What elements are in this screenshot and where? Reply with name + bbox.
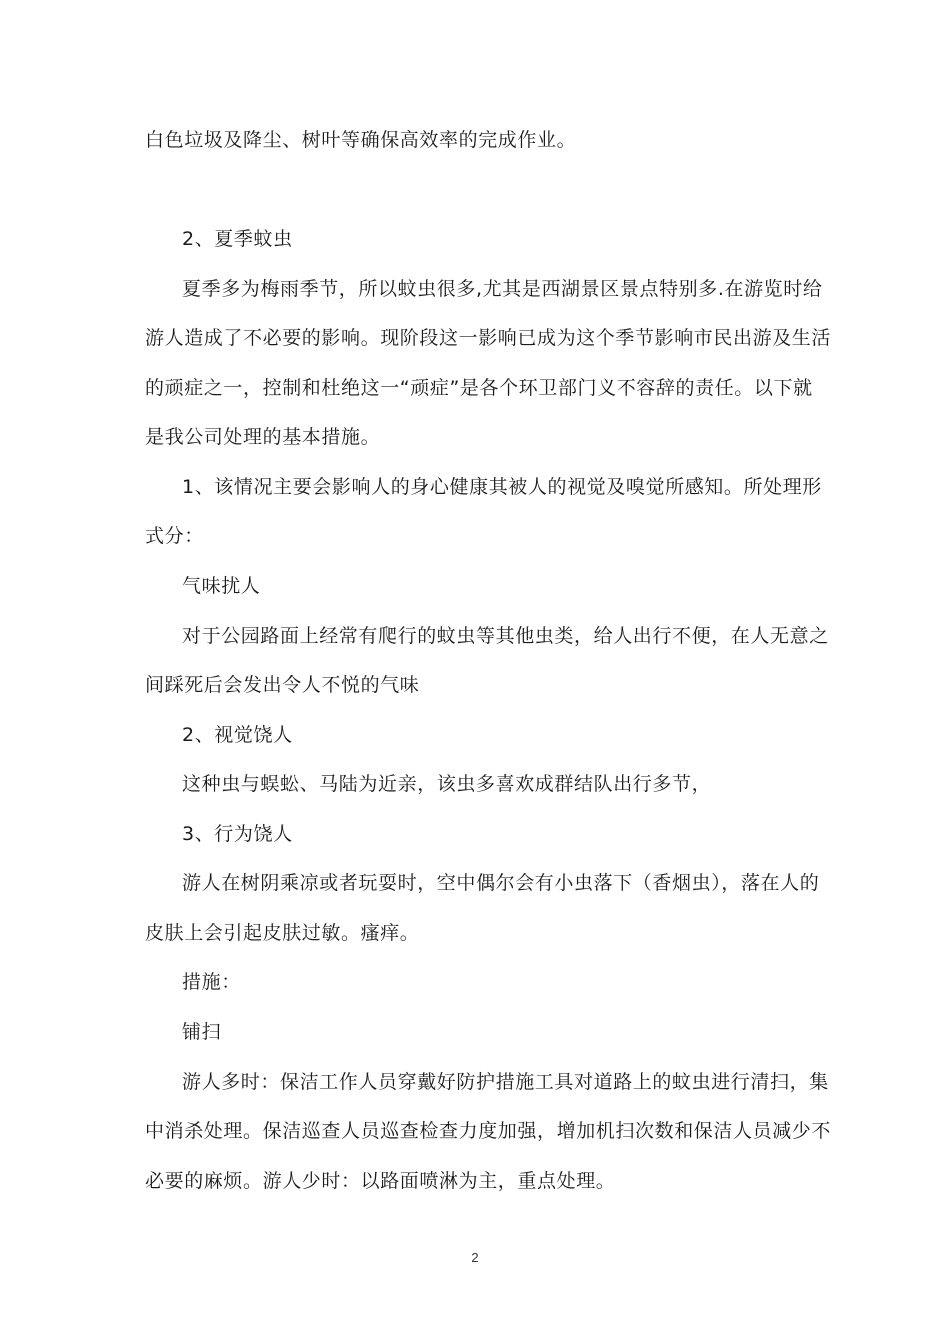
paragraph-line: 游人多时：保洁工作人员穿戴好防护措施工具对道路上的蚊虫进行清扫，集 [182, 1071, 829, 1093]
paragraph-line: 间踩死后会发出令人不悦的气味 [145, 674, 420, 696]
paragraph-line: 这种虫与蜈蚣、马陆为近亲，该虫多喜欢成群结队出行多节， [182, 773, 712, 795]
subheading: 措施： [182, 971, 241, 993]
paragraph-line: 白色垃圾及降尘、树叶等确保高效率的完成作业。 [145, 129, 577, 151]
subheading: 气味扰人 [182, 575, 261, 597]
subheading: 3、行为饶人 [182, 823, 293, 845]
paragraph-line: 是我公司处理的基本措施。 [145, 426, 381, 448]
paragraph-line: 式分： [145, 525, 204, 547]
paragraph-line: 游人在树阴乘凉或者玩耍时，空中偶尔会有小虫落下（香烟虫），落在人的 [182, 872, 820, 894]
paragraph-line: 夏季多为梅雨季节，所以蚊虫很多,尤其是西湖景区景点特别多.在游览时给 [182, 278, 823, 300]
paragraph-line: 游人造成了不必要的影响。现阶段这一影响已成为这个季节影响市民出游及生活 [145, 327, 832, 349]
paragraph-line: 1、该情况主要会影响人的身心健康其被人的视觉及嗅觉所感知。所处理形 [182, 476, 822, 498]
paragraph-line: 必要的麻烦。游人少时：以路面喷淋为主，重点处理。 [145, 1170, 616, 1192]
paragraph-line: 皮肤上会引起皮肤过敏。瘙痒。 [145, 922, 420, 944]
subheading: 铺扫 [182, 1021, 222, 1043]
paragraph-line: 对于公园路面上经常有爬行的蚊虫等其他虫类，给人出行不便，在人无意之 [182, 625, 829, 647]
subheading: 2、视觉饶人 [182, 724, 293, 746]
section-heading: 2、夏季蚊虫 [182, 228, 293, 250]
paragraph-line: 的顽症之一，控制和杜绝这一“顽症”是各个环卫部门义不容辞的责任。以下就 [145, 377, 813, 399]
page-number: 2 [471, 1250, 479, 1265]
paragraph-line: 中消杀处理。保洁巡查人员巡查检查力度加强，增加机扫次数和保洁人员减少不 [145, 1120, 832, 1142]
